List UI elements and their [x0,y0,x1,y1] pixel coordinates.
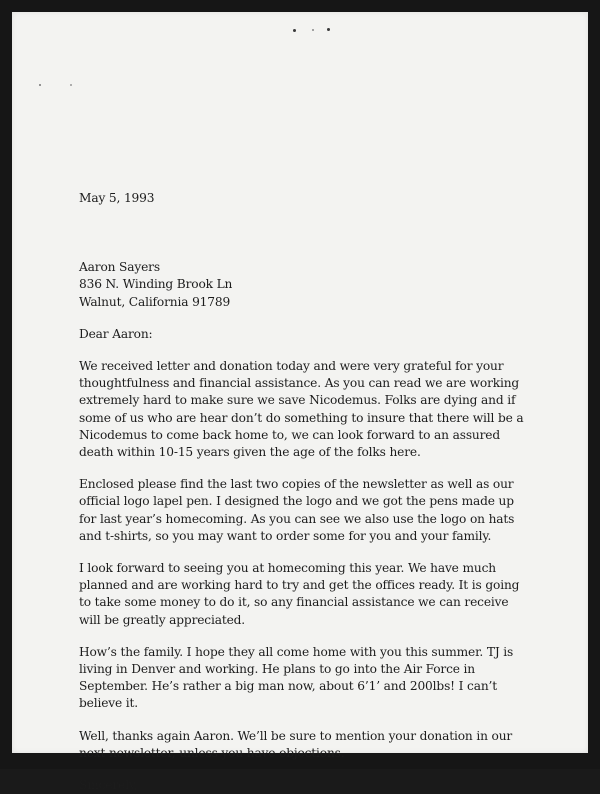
body-paragraph: We received letter and donation today and were very grateful for your thoughtfulness and financial assistance. As you can read we are working extremely hard to make sure we save Nicodemus. Folks are dying and if some of us who are hear don’t do something to insure that there will be a Nicodemus to come back home to, we can look forward to an assured death within 10-15 years given the age of the folks here. [79,359,524,460]
scan-speck [39,84,41,86]
closing: Sincerely, [79,778,138,793]
letter-date: May 5, 1993 [79,191,155,205]
recipient-city: Walnut, California 91789 [79,294,231,309]
scan-speck [312,29,314,31]
body-paragraph: Well, thanks again Aaron. We’ll be sure to mention your donation in our next newsletter, unless you have objections. [79,728,513,760]
letter-body [79,190,527,794]
scan-speck [327,28,330,31]
body-paragraph: How’s the family. I hope they all come home with you this summer. TJ is living in Denver and working. He plans to go into the Air Force in September. He’s rather a big man now, about 6’1’ and 200lbs! I can’t believe it. [79,644,514,711]
salutation: Dear Aaron: [79,326,153,341]
letter-page [12,12,588,793]
recipient-address [79,259,527,311]
body-paragraph: Enclosed please find the last two copies of the newsletter as well as our official logo lapel pen. I designed the logo and we got the pens made up for last year’s homecoming. As you can see we also use the logo on hats and t-shirts, so you may want to order some for you and your family. [79,477,515,543]
recipient-name: Aaron Sayers [79,260,160,275]
scan-speck [70,84,72,86]
recipient-street: 836 N. Winding Brook Ln [79,277,233,292]
body-paragraph: I look forward to seeing you at homecoming this year. We have much planned and are working hard to try and get the offices ready. It is going to take some money to do it, so any financial assistance we can receive will be greatly appreciated. [79,561,520,627]
scan-speck [293,29,296,32]
